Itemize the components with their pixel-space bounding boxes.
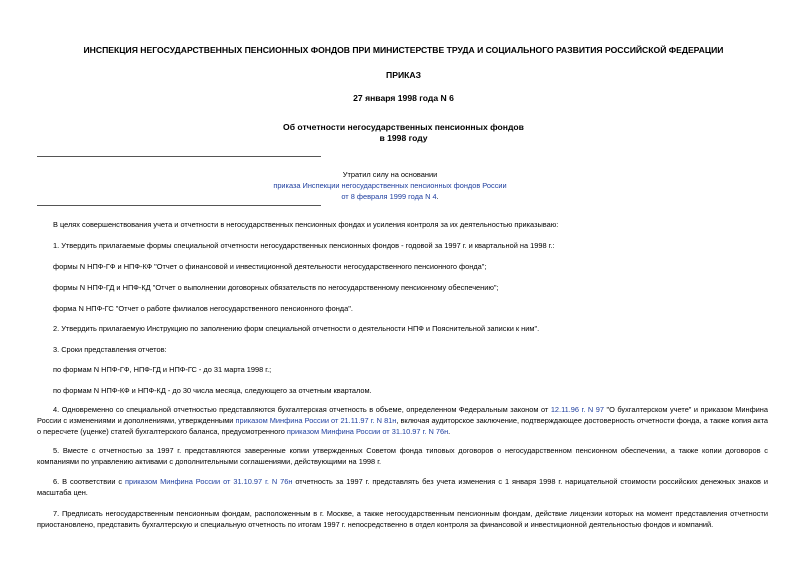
repeal-order-link[interactable]: приказа Инспекции негосударственных пенсионных фондов России: [273, 181, 507, 190]
item-5: 5. Вместе с отчетностью за 1997 г. представляются заверенные копии утвержденных Советом фонда типовых договоров о негосударственном пенсионном обеспечении, а также копии договоров с компаниями по управлению активами с дополнительными соглашениями, действующими на 1998 г.: [37, 446, 768, 466]
document-title-line2: в 1998 году: [379, 133, 428, 143]
document-title-line1: Об отчетности негосударственных пенсионных фондов: [283, 122, 524, 132]
intro-paragraph: В целях совершенствования учета и отчетности в негосударственных пенсионных фондах и усиления контроля за их деятельностью приказываю:: [53, 220, 559, 229]
minfin-order-81n-link[interactable]: приказом Минфина России от 21.11.97 г. N 81н: [235, 416, 397, 425]
item-1: 1. Утвердить прилагаемые формы специальной отчетности негосударственных пенсионных фондов - годовой за 1997 г. и квартальной на 1998 г.:: [53, 241, 555, 250]
issuing-organization: ИНСПЕКЦИЯ НЕГОСУДАРСТВЕННЫХ ПЕНСИОННЫХ ФОНДОВ ПРИ МИНИСТЕРСТВЕ ТРУДА И СОЦИАЛЬНОГО РАЗВИТИЯ РОССИЙСКОЙ ФЕДЕРАЦИИ: [83, 45, 724, 55]
item-7: 7. Предписать негосударственным пенсионным фондам, расположенным в г. Москве, а также негосударственным пенсионным фондам, действие лицензии которых на момент представления отчетности приостановлено, представить бухгалтерскую и специальную отчетность по итогам 1997 г. непосредственно в отдел контроля за финансовой и инвестиционной деятельностью фондов и компаний.: [37, 509, 768, 529]
item-6: 6. В соответствии с приказом Минфина России от 31.10.97 г. N 76н отчетность за 1997 г. представлять без учета изменения с 1 января 1998 г. нарицательной стоимости российских денежных знаков и масштаба цен.: [37, 477, 768, 497]
form-2: формы N НПФ-ГД и НПФ-КД "Отчет о выполнении договорных обязательств по негосударственному пенсионному обеспечению";: [53, 283, 499, 292]
document-date: 27 января 1998 года N 6: [353, 93, 454, 103]
document-type: ПРИКАЗ: [386, 70, 421, 80]
divider-top: [37, 156, 321, 157]
minfin-order-76n-link[interactable]: приказом Минфина России от 31.10.97 г. N 76н: [286, 427, 449, 436]
divider-bottom: [37, 205, 321, 206]
item-4: 4. Одновременно со специальной отчетностью представляются бухгалтерская отчетность в объеме, определенном Федеральным законом от 12.11.96 г. N 97 "О бухгалтерском учете" и приказом Минфина России с изменениями и дополнениями, утвержденными приказом Минфина России от 21.11.97 г. N 81н, включая аудиторское заключение, подтверждающее достоверность отчетности фонда, а также копия акта о пересчете (уценке) статей бухгалтерского баланса, предусмотренного приказом Минфина России от 31.10.97 г. N 76н.: [37, 405, 769, 436]
term-1: по формам N НПФ-ГФ, НПФ-ГД и НПФ-ГС - до 31 марта 1998 г.;: [53, 365, 272, 374]
repeal-order-date-link[interactable]: от 8 февраля 1999 года N 4: [341, 192, 437, 201]
form-3: форма N НПФ-ГС "Отчет о работе филиалов негосударственного пенсионного фонда".: [53, 304, 353, 313]
repeal-notice-text: Утратил силу на основании: [342, 170, 438, 179]
term-2: по формам N НПФ-КФ и НПФ-КД - до 30 числа месяца, следующего за отчетным кварталом.: [53, 386, 372, 395]
item-2: 2. Утвердить прилагаемую Инструкцию по заполнению форм специальной отчетности о деятельности НПФ и Пояснительной записки к ним".: [53, 324, 540, 333]
repeal-notice: Утратил силу на основании приказа Инспекции негосударственных пенсионных фондов России от 8 февраля 1999 года N 4.: [180, 169, 600, 202]
minfin-order-76n-link-2[interactable]: приказом Минфина России от 31.10.97 г. N 76н: [125, 477, 293, 486]
form-1: формы N НПФ-ГФ и НПФ-КФ "Отчет о финансовой и инвестиционной деятельности негосударственного пенсионного фонда";: [53, 262, 487, 271]
law-link-12-11-96[interactable]: 12.11.96 г. N 97: [550, 405, 604, 414]
item-3: 3. Сроки представления отчетов:: [53, 345, 167, 354]
